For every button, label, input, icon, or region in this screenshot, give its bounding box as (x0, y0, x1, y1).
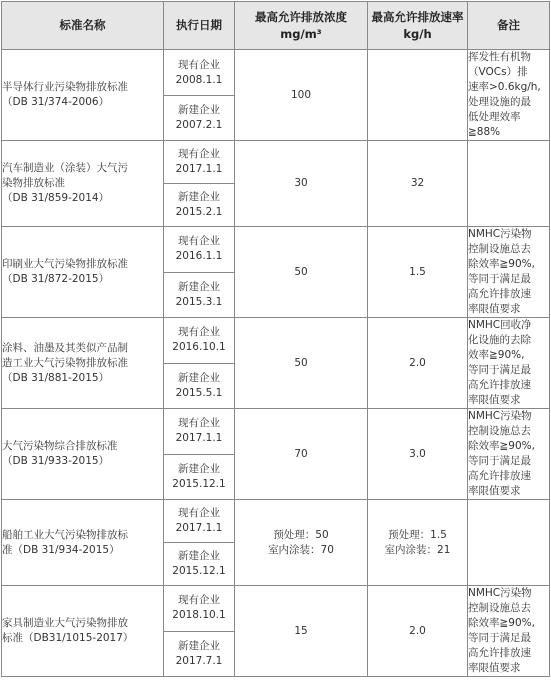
rate-line: 室内涂装：21 (384, 543, 451, 556)
new-enterprise-line: 2015.12.1 (172, 565, 226, 577)
concentration-cell (235, 50, 368, 141)
note-line: NMHC污染物 (468, 587, 532, 599)
concentration-cell (235, 318, 368, 409)
existing-enterprise-date-cell (164, 318, 235, 364)
note-line: 挥发性有机物 (468, 51, 531, 63)
note-line: 高允许排放速 (468, 647, 531, 659)
concentration-cell (235, 409, 368, 500)
note-line: 控制设施总去 (468, 243, 531, 255)
new-enterprise-line: 新建企业 (178, 104, 220, 116)
new-enterprise-date-cell (164, 272, 235, 318)
rate-cell (368, 500, 468, 586)
note-cell (468, 409, 550, 500)
standard-name-line: 标准（DB31/1015-2017） (2, 632, 134, 644)
note-line: 等同于满足最 (468, 455, 531, 467)
standard-name-line: （DB 31/872-2015） (2, 273, 110, 285)
existing-enterprise-line: 现有企业 (178, 507, 220, 519)
existing-enterprise-line: 2018.10.1 (172, 609, 226, 622)
note-line: 除效率≧90%, (468, 440, 535, 452)
note-line: 率限值要求 (468, 394, 521, 406)
new-enterprise-line: 2017.7.1 (175, 654, 223, 667)
note-cell (468, 141, 550, 227)
note-line: 控制设施总去 (468, 425, 531, 437)
note-line: 率限值要求 (468, 662, 521, 674)
standard-name-cell (2, 409, 164, 500)
note-cell (468, 227, 550, 318)
note-line: （VOCs）排 (468, 66, 528, 78)
rate-line: 32 (410, 177, 425, 189)
standard-name-line: 汽车制造业（涂装）大气污 (2, 162, 128, 174)
standard-name-line: （DB 31/881-2015） (2, 371, 110, 384)
header-standard-name: 标准名称 (2, 2, 164, 50)
concentration-line: 预处理：50 (273, 528, 329, 541)
standard-name-line: 印刷业大气污染物排放标准 (2, 258, 128, 270)
standard-name-line: 涂料、油墨及其类似产品制 (2, 341, 128, 354)
standard-name-line: 染物排放标准 (2, 177, 65, 189)
standard-name-line: （DB 31/933-2015） (2, 455, 110, 467)
existing-enterprise-line: 现有企业 (178, 417, 220, 430)
note-line: 化设施的去除 (468, 334, 531, 346)
note-cell (468, 50, 550, 141)
note-line: NMHC污染物 (468, 228, 532, 240)
existing-enterprise-line: 现有企业 (178, 58, 220, 71)
note-line: 低处理效率 (468, 111, 521, 123)
new-enterprise-date-cell (164, 543, 235, 586)
table-row (2, 500, 550, 543)
standard-name-line: 半导体行业污染物排放标准 (2, 81, 128, 93)
standard-name-line: 船舶工业大气污染物排放标 (2, 528, 128, 541)
concentration-line: 室内涂装：70 (268, 543, 334, 556)
existing-enterprise-line: 现有企业 (178, 594, 220, 607)
rate-line: 1.5 (409, 265, 426, 278)
table-row (2, 141, 550, 184)
standard-name-cell (2, 141, 164, 227)
existing-enterprise-line: 现有企业 (178, 148, 220, 160)
note-line: ≧88% (468, 126, 501, 138)
rate-line: 2.0 (409, 624, 426, 637)
table-row (2, 318, 550, 364)
header-row (2, 2, 550, 50)
note-line: NMHC污染物 (468, 410, 532, 422)
new-enterprise-line: 新建企业 (178, 462, 220, 475)
standard-name-cell (2, 227, 164, 318)
emission-standards-table (1, 1, 550, 677)
rate-cell (368, 409, 468, 500)
standard-name-line: 大气污染物综合排放标准 (2, 440, 118, 452)
concentration-line: 50 (294, 265, 308, 278)
standard-name-line: 家具制造业大气污染物排放 (2, 617, 128, 629)
rate-line: 2.0 (409, 356, 426, 369)
standard-name-cell (2, 50, 164, 141)
rate-cell (368, 318, 468, 409)
concentration-line: 100 (290, 88, 312, 101)
table-body (2, 50, 550, 677)
standard-name-cell (2, 500, 164, 586)
new-enterprise-date-cell (164, 454, 235, 500)
existing-enterprise-line: 2017.1.1 (175, 163, 223, 175)
rate-cell (368, 141, 468, 227)
note-line: 除效率≧90%, (468, 617, 535, 629)
standard-name-line: 造工业大气污染物排放标准 (2, 356, 128, 369)
note-line: 率限值要求 (468, 303, 521, 315)
new-enterprise-line: 新建企业 (178, 371, 220, 384)
table-row (2, 409, 550, 455)
rate-cell (368, 586, 468, 677)
note-cell (468, 500, 550, 586)
new-enterprise-date-cell (164, 96, 235, 141)
existing-enterprise-date-cell (164, 227, 235, 273)
note-line: 速率>0.6kg/h, (468, 81, 541, 93)
existing-enterprise-date-cell (164, 50, 235, 96)
table-row (2, 227, 550, 273)
note-line: 等同于满足最 (468, 273, 531, 285)
new-enterprise-line: 2007.2.1 (175, 119, 223, 131)
existing-enterprise-line: 现有企业 (178, 235, 220, 248)
existing-enterprise-date-cell (164, 141, 235, 184)
existing-enterprise-line: 2017.1.1 (175, 522, 223, 534)
rate-cell (368, 50, 468, 141)
existing-enterprise-date-cell (164, 586, 235, 632)
concentration-cell (235, 586, 368, 677)
concentration-line: 70 (294, 447, 308, 460)
rate-line: 3.0 (409, 447, 426, 460)
concentration-cell (235, 500, 368, 586)
standard-name-cell (2, 586, 164, 677)
note-line: 等同于满足最 (468, 364, 531, 376)
note-line: 率限值要求 (468, 485, 521, 497)
note-cell (468, 586, 550, 677)
existing-enterprise-line: 2016.1.1 (175, 250, 223, 263)
note-line: 处理设施的最 (468, 96, 531, 108)
note-line: 高允许排放速 (468, 288, 531, 300)
header-max-rate: 最高允许排放速率kg/h (368, 2, 468, 50)
note-line: NMHC回收净 (468, 319, 532, 331)
existing-enterprise-line: 现有企业 (178, 326, 220, 339)
note-cell (468, 318, 550, 409)
new-enterprise-line: 2015.2.1 (175, 206, 223, 218)
new-enterprise-line: 新建企业 (178, 639, 220, 652)
standard-name-line: （DB 31/859-2014） (2, 192, 110, 204)
standard-name-cell (2, 318, 164, 409)
note-line: 高允许排放速 (468, 470, 531, 482)
concentration-line: 50 (294, 356, 308, 369)
new-enterprise-line: 新建企业 (178, 550, 220, 562)
new-enterprise-line: 2015.12.1 (172, 477, 226, 490)
existing-enterprise-line: 2016.10.1 (172, 341, 226, 354)
new-enterprise-line: 新建企业 (178, 280, 220, 293)
header-note: 备注 (468, 2, 550, 50)
note-line: 控制设施总去 (468, 602, 531, 614)
concentration-cell (235, 227, 368, 318)
header-execution-date: 执行日期 (164, 2, 235, 50)
new-enterprise-line: 2015.5.1 (175, 386, 223, 399)
note-line: 等同于满足最 (468, 632, 531, 644)
new-enterprise-date-cell (164, 631, 235, 677)
existing-enterprise-date-cell (164, 500, 235, 543)
existing-enterprise-line: 2017.1.1 (175, 432, 223, 445)
new-enterprise-line: 新建企业 (178, 191, 220, 203)
rate-cell (368, 227, 468, 318)
note-line: 效率≧90%, (468, 349, 525, 361)
existing-enterprise-date-cell (164, 409, 235, 455)
table-row (2, 586, 550, 632)
new-enterprise-line: 2015.3.1 (175, 295, 223, 308)
standard-name-line: 准（DB 31/934-2015） (2, 543, 120, 556)
concentration-cell (235, 141, 368, 227)
concentration-line: 30 (294, 177, 308, 189)
concentration-line: 15 (294, 624, 308, 637)
header-max-concentration: 最高允许排放浓度mg/m³ (235, 2, 368, 50)
existing-enterprise-line: 2008.1.1 (175, 73, 223, 86)
standard-name-line: （DB 31/374-2006） (2, 96, 110, 108)
note-line: 除效率≧90%, (468, 258, 535, 270)
new-enterprise-date-cell (164, 184, 235, 227)
rate-line: 预处理：1.5 (388, 528, 447, 541)
new-enterprise-date-cell (164, 363, 235, 409)
table-row (2, 50, 550, 96)
note-line: 高允许排放速 (468, 379, 531, 391)
